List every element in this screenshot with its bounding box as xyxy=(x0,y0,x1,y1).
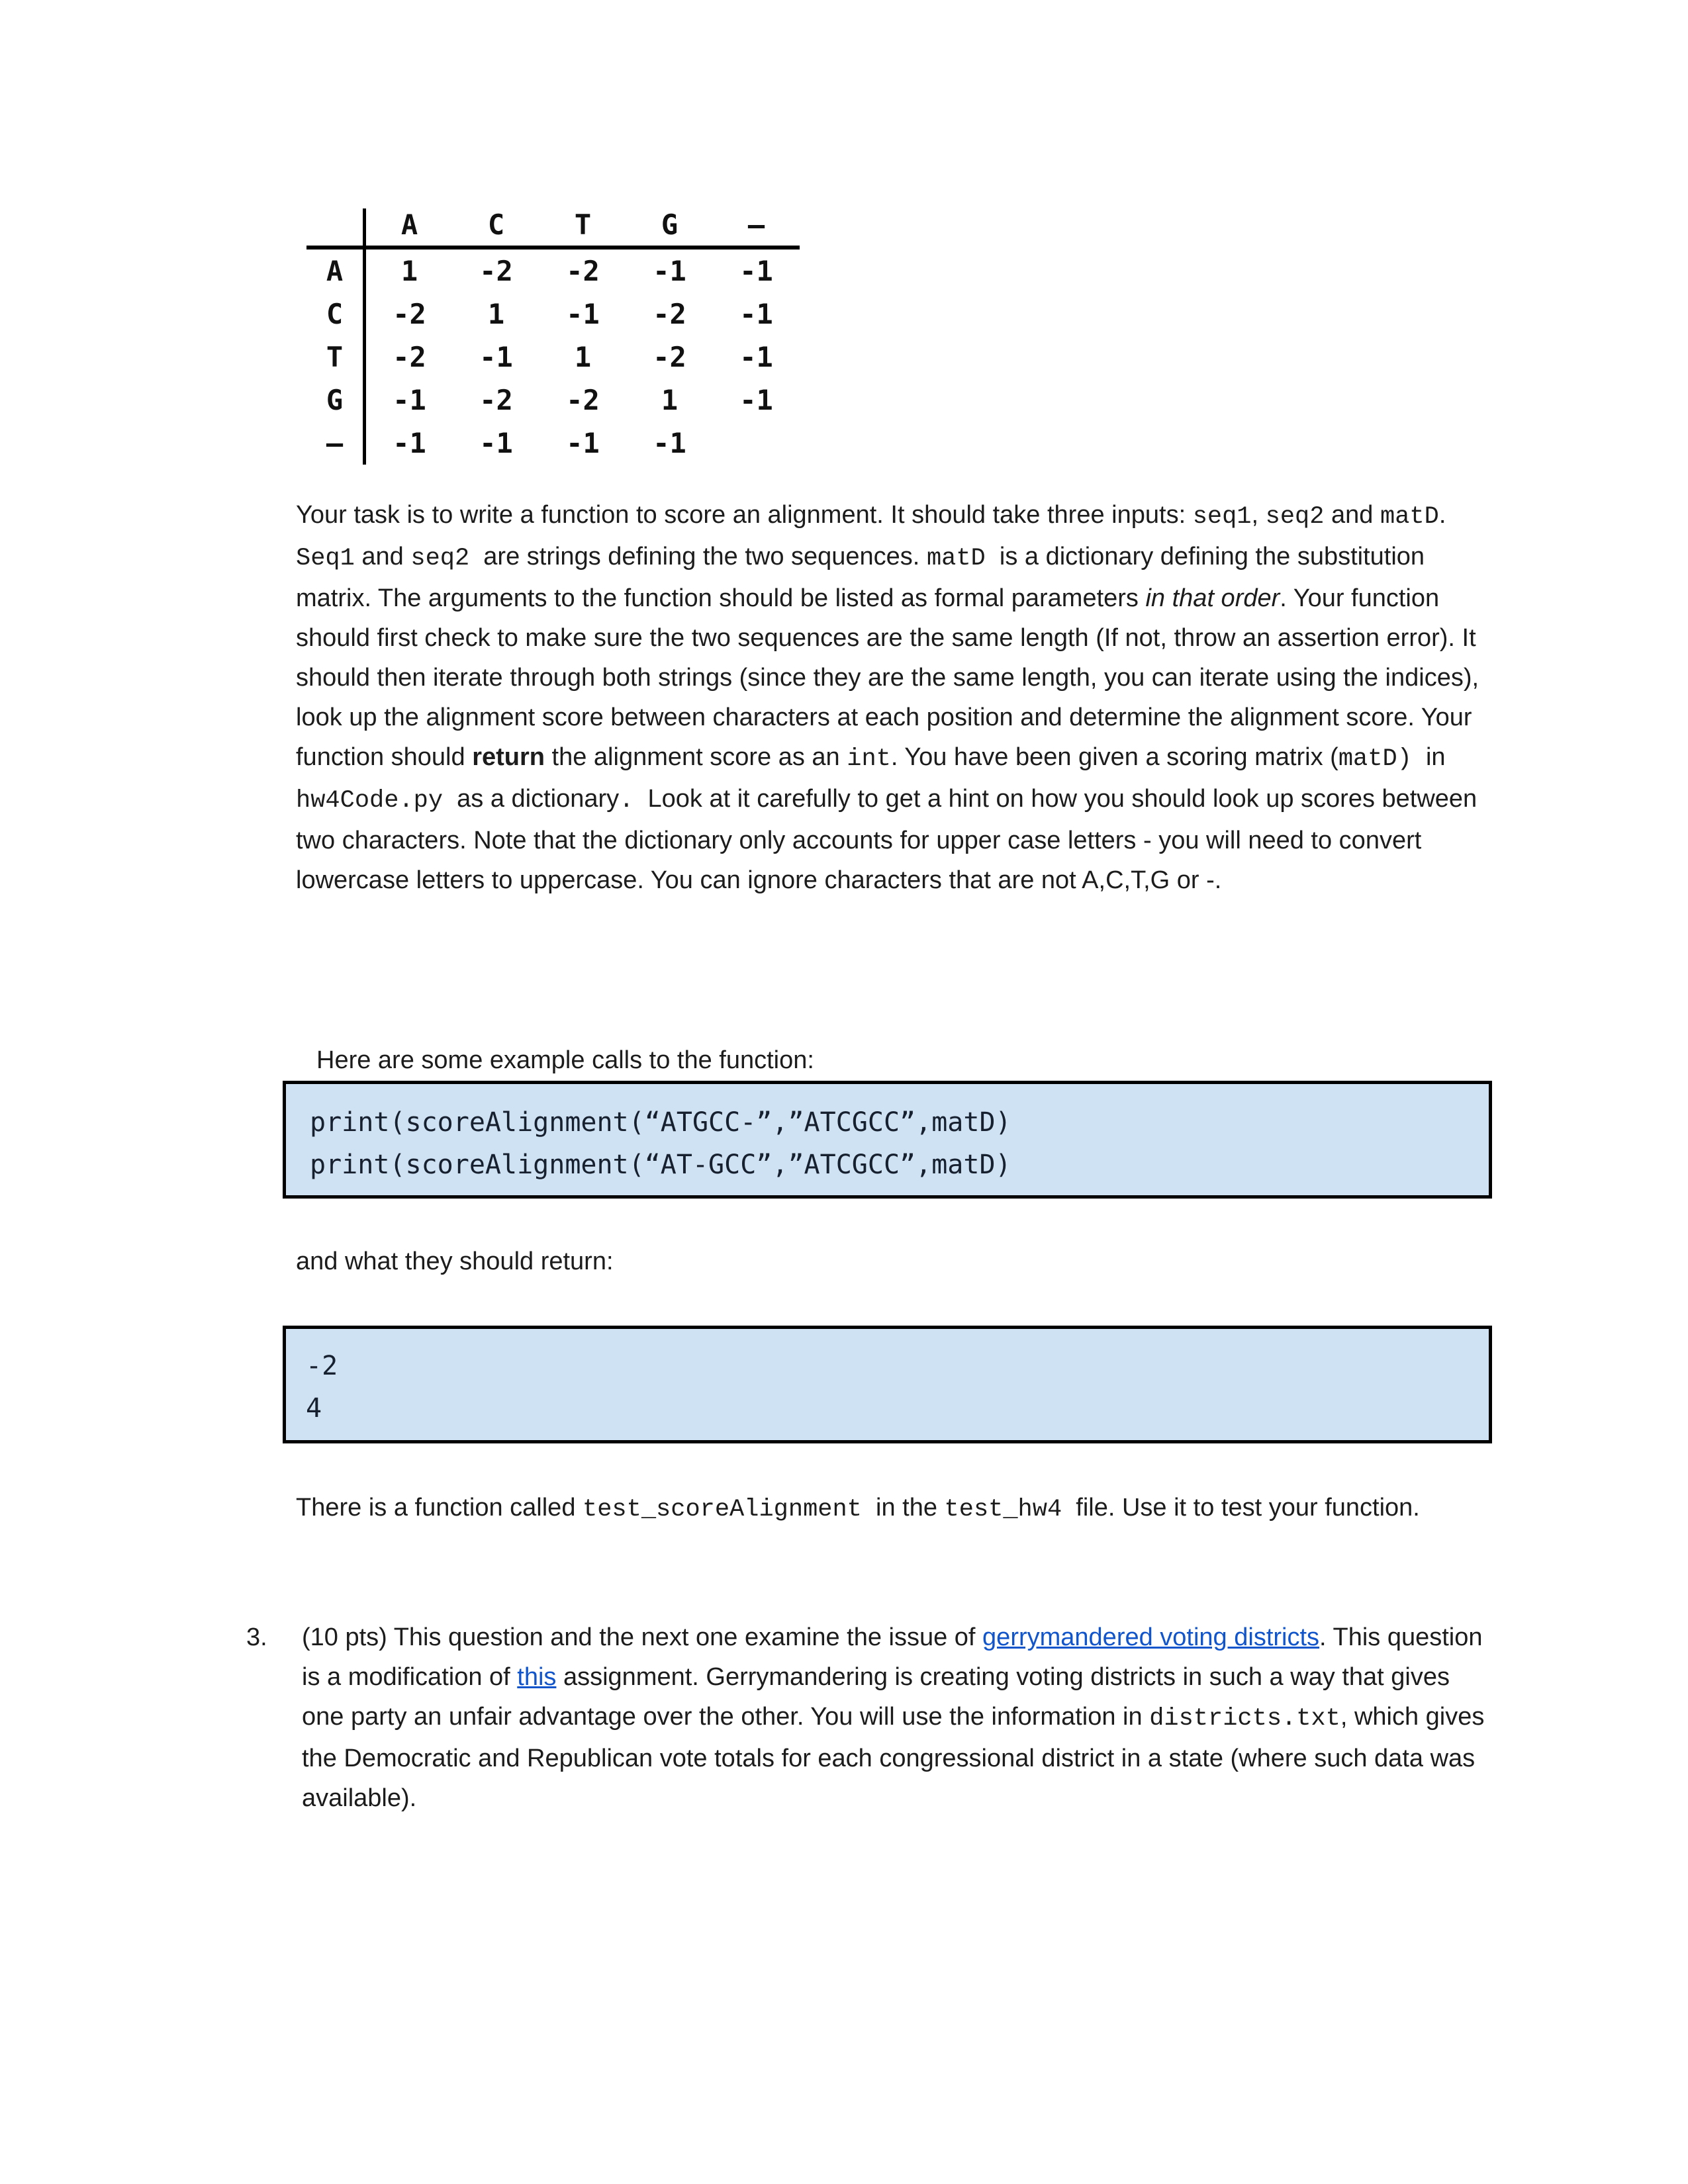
matrix-cell: 1 xyxy=(487,298,505,330)
text-run: , xyxy=(1251,501,1266,529)
inline-code: test_scoreAlignment xyxy=(583,1496,862,1524)
text-run: . This question is a modification of xyxy=(302,1623,1490,1691)
question-3-text xyxy=(302,1617,1497,1818)
matrix-row xyxy=(306,422,800,465)
matrix-cell: -1 xyxy=(479,427,513,459)
inline-code: . xyxy=(619,787,634,815)
text-run: . xyxy=(1438,501,1453,529)
matrix-cell: -1 xyxy=(739,298,773,330)
text-run: in that order xyxy=(1145,584,1280,612)
inline-code: seq1 xyxy=(1192,503,1252,531)
text-run: , which gives the Democratic and Republican vote totals for each congressional district in a state (where such data was available). xyxy=(302,1703,1491,1812)
matrix-header-row xyxy=(306,208,800,250)
matrix-corner-cell xyxy=(306,208,366,250)
matrix-cell: -2 xyxy=(653,341,686,373)
matrix-cell: -1 xyxy=(739,255,773,287)
matrix-cell: 1 xyxy=(661,384,679,416)
matrix-cell: 1 xyxy=(574,341,592,373)
text-run: . Your function should first check to make sure the two sequences are the same length (If not, throw an assertion error). It should then iterate through both strings (since they are the same length, you can iterate using the indices), look up the alignment score between characters at each position and determine the alignment score. Your function should xyxy=(296,584,1486,771)
matrix-row xyxy=(306,336,800,379)
text-run: are strings defining the two sequences. xyxy=(469,543,927,570)
matrix-cell xyxy=(713,422,800,465)
matrix-cell: -1 xyxy=(739,341,773,373)
substitution-matrix-table xyxy=(306,208,800,465)
matrix-cell: -2 xyxy=(393,341,426,373)
expected-output-block xyxy=(283,1326,1492,1443)
matrix-col-header: T xyxy=(539,208,626,250)
inline-code: int xyxy=(847,745,891,773)
text-run: Look at it carefully to get a hint on how you should look up scores between two characters. Note that the dictionary only accounts for upper case letters - you will need to convert lowercase letters to uppercase. You can ignore characters that are not A,C,T,G or -. xyxy=(296,785,1484,894)
text-run: in the xyxy=(861,1494,945,1522)
text-run: and xyxy=(354,543,411,570)
code-line: print(scoreAlignment(“AT-GCC”,”ATCGCC”,matD) xyxy=(310,1150,1011,1180)
text-run: There is a function called xyxy=(296,1494,583,1522)
hyperlink[interactable]: gerrymandered voting districts xyxy=(982,1623,1320,1651)
text-run: . You have been given a scoring matrix ( xyxy=(890,743,1338,771)
matrix-row-label: T xyxy=(306,336,366,379)
matrix-cell: -2 xyxy=(566,384,600,416)
text-run: Your task is to write a function to score an alignment. It should take three inputs: xyxy=(296,501,1193,529)
matrix-row-label: C xyxy=(306,293,366,336)
matrix-row-label: G xyxy=(306,379,366,422)
text-run: file. Use it to test your function. xyxy=(1062,1494,1420,1522)
text-run: in xyxy=(1411,743,1453,771)
output-line: 4 xyxy=(306,1393,322,1424)
inline-code: matD xyxy=(1380,503,1439,531)
code-line: print(scoreAlignment(“ATGCC-”,”ATCGCC”,matD) xyxy=(310,1107,1011,1138)
matrix-col-header: — xyxy=(713,208,800,250)
inline-code: seq2 xyxy=(410,545,470,572)
test-function-note xyxy=(296,1488,1497,1529)
matrix-row xyxy=(306,293,800,336)
matrix-row xyxy=(306,379,800,422)
matrix-cell: -1 xyxy=(393,384,426,416)
hyperlink[interactable]: this xyxy=(517,1663,557,1691)
return-values-label: and what they should return: xyxy=(296,1248,614,1275)
matrix-col-header: G xyxy=(626,208,713,250)
text-run: (10 pts) This question and the next one examine the issue of xyxy=(302,1623,983,1651)
text-run: and xyxy=(1324,501,1380,529)
inline-code: districts.txt xyxy=(1149,1705,1340,1733)
task-description-paragraph xyxy=(296,495,1497,900)
inline-code: Seq1 xyxy=(296,545,355,572)
matrix-row-label: A xyxy=(306,250,366,293)
matrix-cell: -1 xyxy=(566,427,600,459)
matrix-col-header: C xyxy=(453,208,539,250)
matrix-cell: -1 xyxy=(479,341,513,373)
inline-code: matD) xyxy=(1338,745,1412,773)
inline-code: seq2 xyxy=(1265,503,1325,531)
matrix-col-header: A xyxy=(366,208,453,250)
inline-code: hw4Code.py xyxy=(296,787,444,815)
text-run: return xyxy=(472,743,545,771)
matrix-cell: -1 xyxy=(393,427,426,459)
matrix-cell: -2 xyxy=(479,255,513,287)
text-run: assignment. Gerrymandering is creating voting districts in such a way that gives one party an unfair advantage over the other. You will use the information in xyxy=(302,1663,1457,1731)
text-run: the alignment score as an xyxy=(544,743,847,771)
matrix-cell: -2 xyxy=(393,298,426,330)
example-calls-label: Here are some example calls to the function: xyxy=(316,1046,814,1074)
text-run: as a dictionary xyxy=(443,785,620,813)
matrix-cell: -1 xyxy=(566,298,600,330)
matrix-cell: -2 xyxy=(653,298,686,330)
question-3-item xyxy=(246,1617,1504,1818)
text-run: is a dictionary defining the substitution matrix. The arguments to the function should be listed as formal parameters xyxy=(296,543,1432,612)
matrix-cell: 1 xyxy=(400,255,418,287)
matrix-cell: -1 xyxy=(739,384,773,416)
inline-code: matD xyxy=(926,545,986,572)
output-line: -2 xyxy=(306,1351,338,1381)
matrix-cell: -1 xyxy=(653,427,686,459)
matrix-cell: -2 xyxy=(479,384,513,416)
inline-code: test_hw4 xyxy=(944,1496,1062,1524)
example-calls-code-block xyxy=(283,1081,1492,1199)
matrix-row xyxy=(306,250,800,293)
question-number: 3. xyxy=(246,1623,267,1651)
matrix-cell: -1 xyxy=(653,255,686,287)
matrix-row-label: — xyxy=(306,422,366,465)
matrix-cell: -2 xyxy=(566,255,600,287)
